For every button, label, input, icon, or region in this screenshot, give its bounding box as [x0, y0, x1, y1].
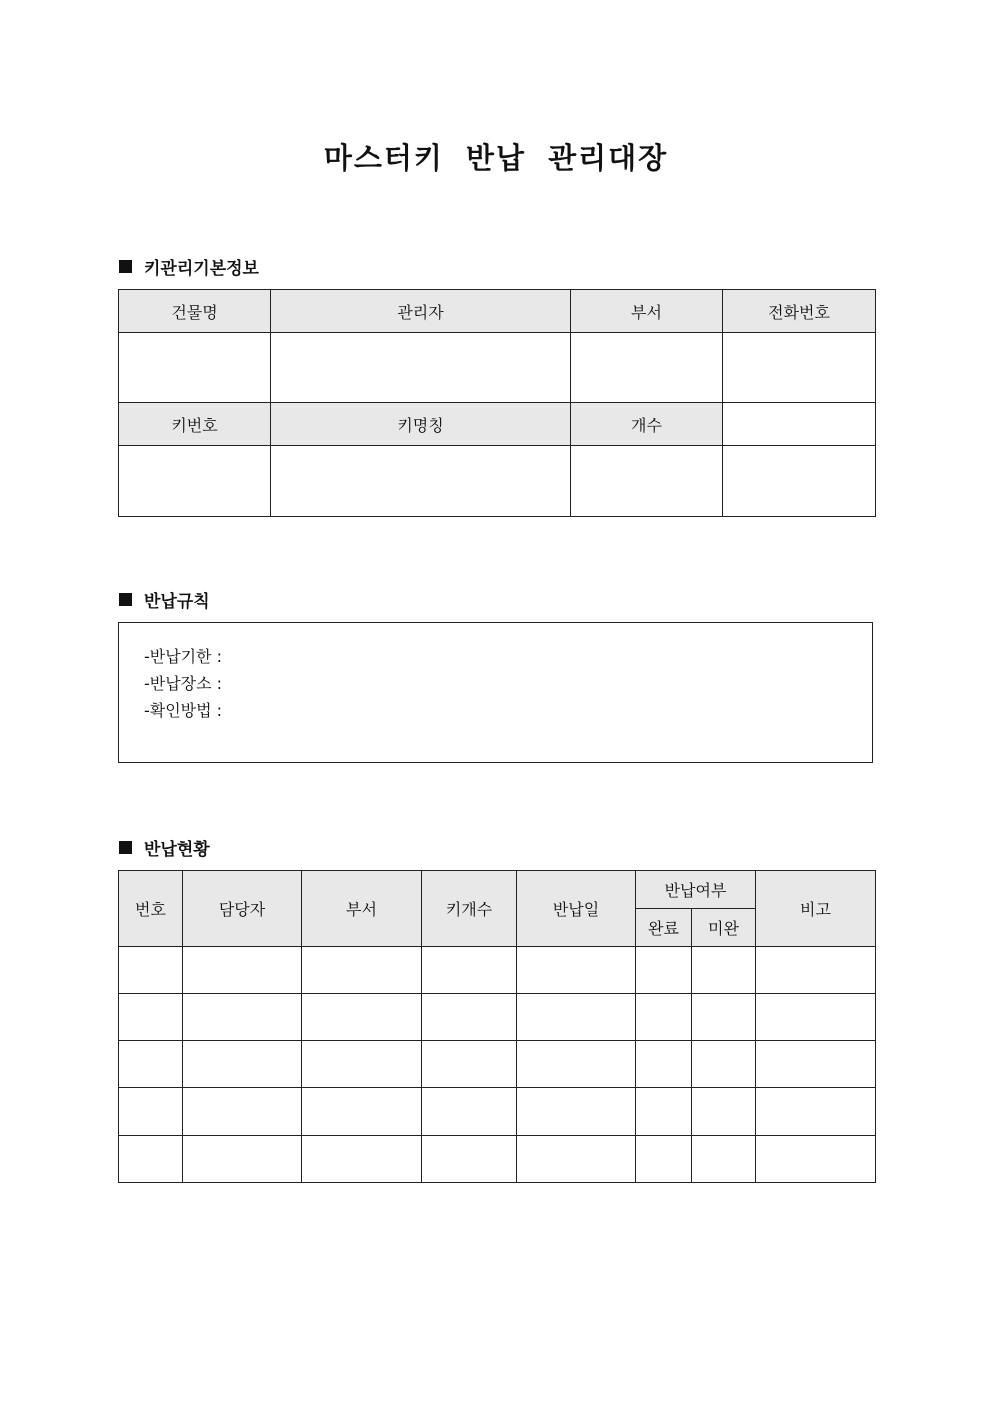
header-key-name: 키명칭 [271, 403, 571, 446]
header-remarks: 비고 [756, 871, 876, 947]
number-cell[interactable] [119, 1088, 183, 1136]
return-date-cell[interactable] [517, 1088, 636, 1136]
section-heading-label: 반납현황 [144, 840, 210, 860]
person-cell[interactable] [183, 994, 302, 1041]
key-count-cell[interactable] [422, 994, 517, 1041]
table-row [119, 1041, 876, 1088]
return-date-cell[interactable] [517, 1136, 636, 1183]
header-key-count: 키개수 [422, 871, 517, 947]
incomplete-cell[interactable] [692, 1041, 756, 1088]
section-heading-return-rules [119, 587, 210, 612]
key-name-cell[interactable] [271, 446, 571, 517]
key-count-cell[interactable] [422, 1136, 517, 1183]
person-cell[interactable] [183, 947, 302, 994]
building-name-cell[interactable] [119, 333, 271, 403]
table-row [119, 947, 876, 994]
number-cell[interactable] [119, 1136, 183, 1183]
complete-cell[interactable] [636, 1041, 692, 1088]
remarks-cell[interactable] [756, 994, 876, 1041]
department-cell[interactable] [302, 994, 422, 1041]
page-title: 마스터키 반납 관리대장 [323, 141, 669, 175]
section-heading-key-info [119, 254, 259, 279]
incomplete-cell[interactable] [692, 1136, 756, 1183]
rule-return-location: -반납장소 : [144, 674, 223, 693]
section-heading-label: 키관리기본정보 [144, 259, 259, 279]
complete-cell[interactable] [636, 1136, 692, 1183]
department-cell[interactable] [571, 333, 723, 403]
square-bullet-icon [119, 260, 132, 273]
return-date-cell[interactable] [517, 1041, 636, 1088]
square-bullet-icon [119, 841, 132, 854]
key-number-cell[interactable] [119, 446, 271, 517]
key-count-cell[interactable] [422, 1041, 517, 1088]
department-cell[interactable] [302, 1136, 422, 1183]
key-info-table [118, 289, 876, 517]
header-person-in-charge: 담당자 [183, 871, 302, 947]
return-date-cell[interactable] [517, 947, 636, 994]
number-cell[interactable] [119, 994, 183, 1041]
rule-return-deadline: -반납기한 : [144, 647, 223, 666]
phone-number-cell[interactable] [723, 333, 876, 403]
department-cell[interactable] [302, 947, 422, 994]
incomplete-cell[interactable] [692, 994, 756, 1041]
return-date-cell[interactable] [517, 994, 636, 1041]
person-cell[interactable] [183, 1136, 302, 1183]
department-cell[interactable] [302, 1041, 422, 1088]
header-key-number: 키번호 [119, 403, 271, 446]
table-row [119, 994, 876, 1041]
header-quantity: 개수 [571, 403, 723, 446]
header-department: 부서 [571, 290, 723, 333]
complete-cell[interactable] [636, 994, 692, 1041]
key-count-cell[interactable] [422, 1088, 517, 1136]
header-building-name: 건물명 [119, 290, 271, 333]
quantity-cell[interactable] [571, 446, 723, 517]
extra-cell[interactable] [723, 446, 876, 517]
blank-header-cell [723, 403, 876, 446]
header-manager: 관리자 [271, 290, 571, 333]
remarks-cell[interactable] [756, 1041, 876, 1088]
rule-confirmation-method: -확인방법 : [144, 701, 223, 720]
remarks-cell[interactable] [756, 1088, 876, 1136]
section-heading-label: 반납규칙 [144, 592, 210, 612]
table-row [119, 1136, 876, 1183]
remarks-cell[interactable] [756, 947, 876, 994]
complete-cell[interactable] [636, 947, 692, 994]
header-number: 번호 [119, 871, 183, 947]
square-bullet-icon [119, 593, 132, 606]
section-heading-return-status [119, 835, 210, 860]
incomplete-cell[interactable] [692, 947, 756, 994]
person-cell[interactable] [183, 1088, 302, 1136]
header-department: 부서 [302, 871, 422, 947]
person-cell[interactable] [183, 1041, 302, 1088]
incomplete-cell[interactable] [692, 1088, 756, 1136]
return-status-table [118, 870, 876, 1183]
key-count-cell[interactable] [422, 947, 517, 994]
return-rules-box [118, 622, 873, 763]
header-returned-status: 반납여부 [636, 871, 756, 909]
number-cell[interactable] [119, 947, 183, 994]
number-cell[interactable] [119, 1041, 183, 1088]
header-incomplete: 미완 [692, 909, 756, 947]
header-phone-number: 전화번호 [723, 290, 876, 333]
department-cell[interactable] [302, 1088, 422, 1136]
header-return-date: 반납일 [517, 871, 636, 947]
manager-cell[interactable] [271, 333, 571, 403]
header-complete: 완료 [636, 909, 692, 947]
table-row [119, 1088, 876, 1136]
complete-cell[interactable] [636, 1088, 692, 1136]
remarks-cell[interactable] [756, 1136, 876, 1183]
